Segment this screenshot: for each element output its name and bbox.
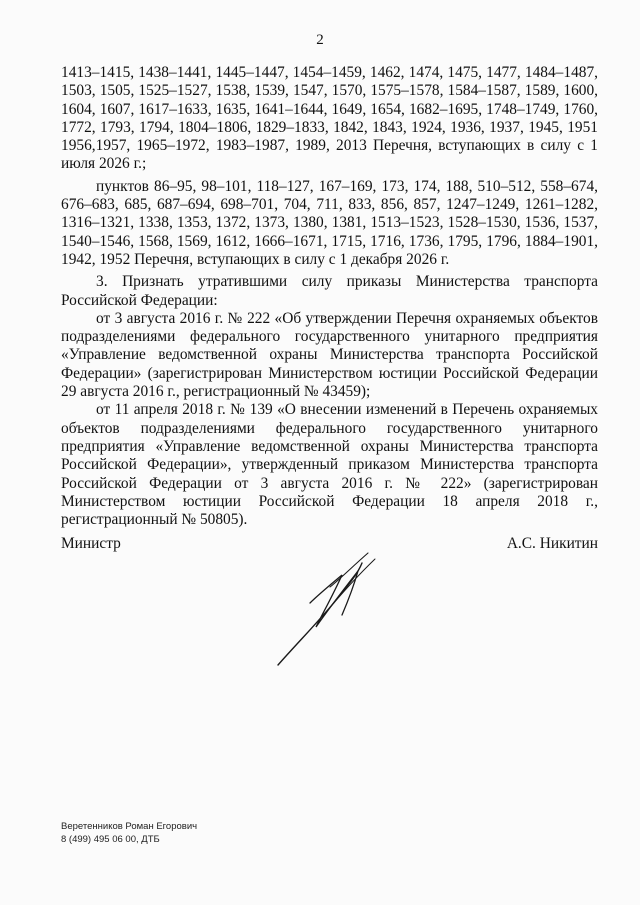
signer-name: А.С. Никитин xyxy=(506,535,598,552)
paragraph-list-december: пунктов 86–95, 98–101, 118–127, 167–169, 173, 174, 188, 510–512, 558–674, 676–683, 685, 687–694, 698–701, 704, 711, 833, 856, 857, 1247–1249, 1261–1282, 1316–1321, 1338, 1353, 1372, 1373, 1380, 1381, 1513–1523, 1528–1530, 1536, 1537, 1540–1546, 1568, 1569, 1612, 1666–1671, 1715, 1716, 1736, 1795, 1796, 1884–1901, 1942, 1952 Перечня, вступающих в силу с 1 декабря 2026 г. xyxy=(61,177,598,268)
executor-name: Веретенников Роман Егорович xyxy=(61,821,198,832)
handwritten-signature xyxy=(270,545,390,670)
paragraph-list-july: 1413–1415, 1438–1441, 1445–1447, 1454–1459, 1462, 1474, 1475, 1477, 1484–1487, 1503, 1505, 1525–1527, 1538, 1539, 1547, 1570, 1575–1578, 1584–1587, 1589, 1600, 1604, 1607, 1617–1633, 1635, 1641–1644, 1649, 1654, 1682–1695, 1748–1749, 1760, 1772, 1793, 1794, 1804–1806, 1829–1833, 1842, 1843, 1924, 1936, 1937, 1945, 1951 1956,1957, 1965–1972, 1983–1987, 1989, 2013 Перечня, вступающих в силу с 1 июля 2026 г.; xyxy=(61,64,598,173)
signer-position: Министр xyxy=(61,535,121,552)
executor-info xyxy=(61,820,197,846)
paragraph-order-222: от 3 августа 2016 г. № 222 «Об утверждении Перечня охраняемых объектов подразделениями федерального государственного унитарного предприятия «Управление ведомственной охраны Министерства транспорта Российской Федерации» (зарегистрирован Министерством юстиции Российской Федерации 29 августа 2016 г., регистрационный № 43459); xyxy=(61,309,598,401)
paragraph-order-139: от 11 апреля 2018 г. № 139 «О внесении изменений в Перечень охраняемых объектов подразделениями федерального государственного унитарного предприятия «Управление ведомственной охраны Министерства транспорта Российской Федерации», утвержденный приказом Министерства транспорта Российской Федерации от 3 августа 2016 г. № 222» (зарегистрирован Министерством юстиции Российской Федерации 18 апреля 2018 г., регистрационный № 50805). xyxy=(61,401,598,529)
executor-phone: 8 (499) 495 06 00, ДТБ xyxy=(61,834,160,845)
paragraph-item-3: 3. Признать утратившими силу приказы Министерства транспорта Российской Федерации: xyxy=(61,273,598,309)
document-body xyxy=(61,64,598,529)
page-number: 2 xyxy=(316,32,324,48)
